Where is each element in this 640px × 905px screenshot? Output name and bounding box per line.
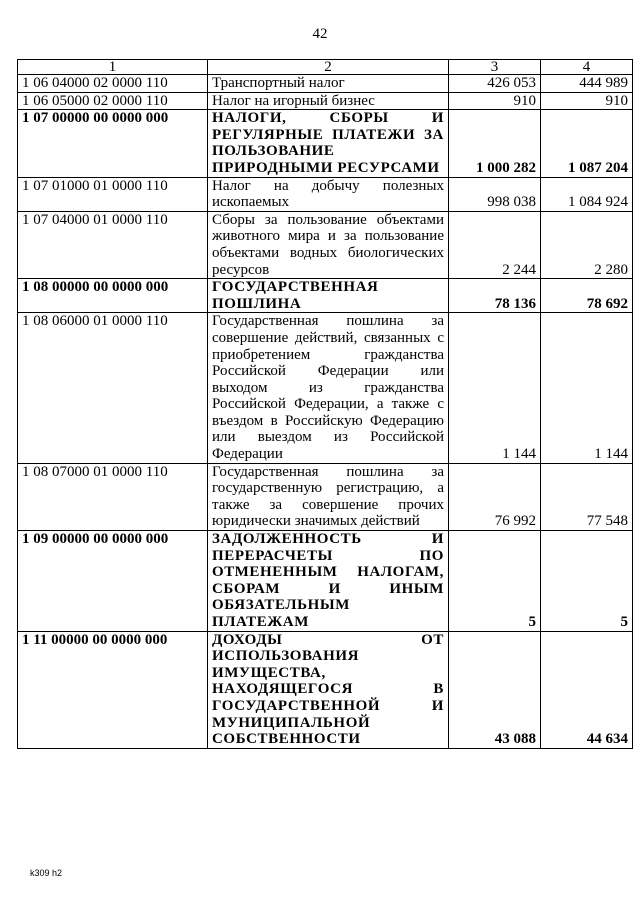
value-column-4-cell: 910 — [541, 92, 633, 110]
table-row — [18, 531, 633, 632]
budget-code-cell: 1 07 01000 01 0000 110 — [18, 177, 208, 211]
budget-code-cell: 1 08 06000 01 0000 110 — [18, 313, 208, 463]
value-column-4-cell: 2 280 — [541, 211, 633, 278]
value-column-3-cell: 1 000 282 — [449, 110, 541, 177]
budget-code-cell: 1 08 07000 01 0000 110 — [18, 463, 208, 530]
item-name-cell: ЗАДОЛЖЕННОСТЬ И ПЕРЕРАСЧЕТЫ ПО ОТМЕНЕННЫМ НАЛОГАМ, СБОРАМ И ИНЫМ ОБЯЗАТЕЛЬНЫМ ПЛАТЕЖАМ — [208, 531, 449, 632]
table-body — [18, 75, 633, 749]
budget-code-cell: 1 07 04000 01 0000 110 — [18, 211, 208, 278]
table-row — [18, 313, 633, 463]
value-column-4-cell: 1 084 924 — [541, 177, 633, 211]
footer-code: k309 h2 — [30, 868, 63, 878]
value-column-3-cell: 1 144 — [449, 313, 541, 463]
column-header-3: 3 — [449, 60, 541, 75]
value-column-3-cell: 76 992 — [449, 463, 541, 530]
table-row — [18, 75, 633, 93]
item-name-cell: Налог на игорный бизнес — [208, 92, 449, 110]
column-number-row — [18, 60, 633, 75]
revenue-table — [17, 59, 633, 749]
budget-code-cell: 1 09 00000 00 0000 000 — [18, 531, 208, 632]
value-column-4-cell: 444 989 — [541, 75, 633, 93]
table-row — [18, 177, 633, 211]
budget-code-cell: 1 06 04000 02 0000 110 — [18, 75, 208, 93]
value-column-4-cell: 5 — [541, 531, 633, 632]
table-row — [18, 110, 633, 177]
column-header-4: 4 — [541, 60, 633, 75]
value-column-3-cell: 2 244 — [449, 211, 541, 278]
table-row — [18, 631, 633, 748]
item-name-cell: Государственная пошлина за совершение действий, связанных с приобретением гражданства Российской Федерации или выходом из гражданства Российской Федерации, а также с въездом в Российскую Федерацию или выездом из Российской Федерации — [208, 313, 449, 463]
value-column-3-cell: 910 — [449, 92, 541, 110]
value-column-3-cell: 43 088 — [449, 631, 541, 748]
table-row — [18, 463, 633, 530]
table-row — [18, 279, 633, 313]
budget-code-cell: 1 08 00000 00 0000 000 — [18, 279, 208, 313]
item-name-cell: Государственная пошлина за государственную регистрацию, а также за совершение прочих юридически значимых действий — [208, 463, 449, 530]
item-name-cell: Сборы за пользование объектами животного мира и за пользование объектами водных биологических ресурсов — [208, 211, 449, 278]
budget-code-cell: 1 11 00000 00 0000 000 — [18, 631, 208, 748]
table-row — [18, 211, 633, 278]
item-name-cell: ГОСУДАРСТВЕННАЯ ПОШЛИНА — [208, 279, 449, 313]
page-number: 42 — [312, 26, 328, 42]
value-column-4-cell: 1 144 — [541, 313, 633, 463]
value-column-3-cell: 998 038 — [449, 177, 541, 211]
value-column-4-cell: 1 087 204 — [541, 110, 633, 177]
table-row — [18, 92, 633, 110]
value-column-3-cell: 5 — [449, 531, 541, 632]
item-name-cell: НАЛОГИ, СБОРЫ И РЕГУЛЯРНЫЕ ПЛАТЕЖИ ЗА ПОЛЬЗОВАНИЕ ПРИРОДНЫМИ РЕСУРСАМИ — [208, 110, 449, 177]
value-column-4-cell: 44 634 — [541, 631, 633, 748]
column-header-2: 2 — [208, 60, 449, 75]
item-name-cell: Налог на добычу полезных ископаемых — [208, 177, 449, 211]
budget-code-cell: 1 06 05000 02 0000 110 — [18, 92, 208, 110]
value-column-4-cell: 77 548 — [541, 463, 633, 530]
column-header-1: 1 — [18, 60, 208, 75]
budget-code-cell: 1 07 00000 00 0000 000 — [18, 110, 208, 177]
value-column-3-cell: 78 136 — [449, 279, 541, 313]
item-name-cell: ДОХОДЫ ОТ ИСПОЛЬЗОВАНИЯ ИМУЩЕСТВА, НАХОДЯЩЕГОСЯ В ГОСУДАРСТВЕННОЙ И МУНИЦИПАЛЬНОЙ СОБСТВЕННОСТИ — [208, 631, 449, 748]
value-column-4-cell: 78 692 — [541, 279, 633, 313]
item-name-cell: Транспортный налог — [208, 75, 449, 93]
value-column-3-cell: 426 053 — [449, 75, 541, 93]
